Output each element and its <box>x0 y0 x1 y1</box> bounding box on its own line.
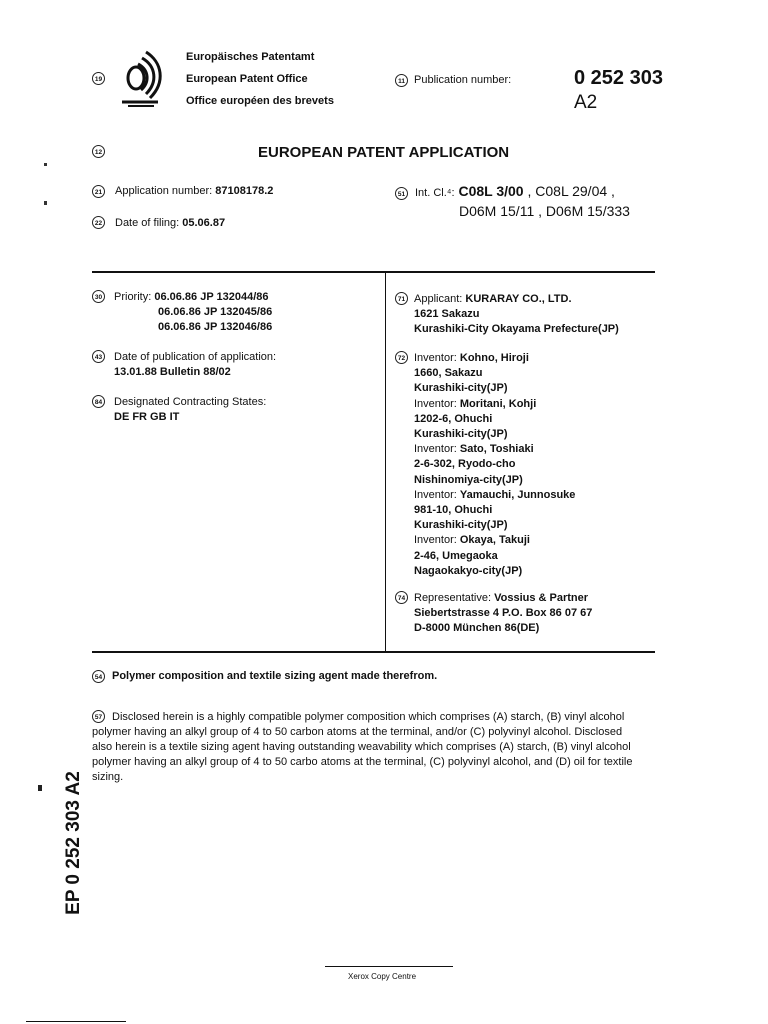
inventor-name-row <box>414 488 575 503</box>
code-72-marker: 72 <box>395 351 408 364</box>
inventor-name-row <box>414 397 575 412</box>
inventor-label: Inventor: <box>414 352 457 364</box>
epo-logo-icon <box>118 46 174 108</box>
priority-line-3: 06.06.86 JP 132046/86 <box>158 321 273 333</box>
applicant-row <box>414 292 572 307</box>
bottom-rule <box>92 651 655 653</box>
scan-speck <box>44 201 47 205</box>
filing-date-row <box>115 217 225 229</box>
inventor-address: 2-46, Umegaoka <box>414 549 498 562</box>
priority-line-2: 06.06.86 JP 132045/86 <box>158 306 273 318</box>
inventor-name-row <box>414 442 575 457</box>
application-number-label: Application number: <box>115 185 213 197</box>
code-12-marker: 12 <box>92 145 105 158</box>
code-71-marker: 71 <box>395 292 408 305</box>
application-number-row <box>115 185 273 197</box>
code-19-marker: 19 <box>92 72 105 85</box>
publication-date-value: 13.01.88 Bulletin 88/02 <box>114 366 231 378</box>
representative-address-2: D-8000 München 86(DE) <box>414 622 540 634</box>
side-publication-number: EP 0 252 303 A2 <box>63 771 84 915</box>
abstract-line-5: sizing. <box>92 771 124 783</box>
code-54-marker: 54 <box>92 670 105 683</box>
inventor-address: 981-10, Ohuchi <box>414 504 493 517</box>
inventor-address: Nishinomiya-city(JP) <box>414 473 523 486</box>
code-84-marker: 84 <box>92 395 105 408</box>
applicant-address-2: Kurashiki-City Okayama Prefecture(JP) <box>414 323 619 335</box>
publication-date-label: Date of publication of application: <box>114 351 277 363</box>
int-cl-row <box>415 183 615 199</box>
representative-name: Vossius & Partner <box>494 592 589 604</box>
inventor-label: Inventor: <box>414 443 457 456</box>
abstract-line-4: polymer having an alkyl group of 4 to 50 carbo atoms at the terminal, (C) polyvinyl alcohol, and (D) oil for textile <box>92 756 633 768</box>
code-11-marker: 11 <box>395 74 408 87</box>
office-name-fr: Office européen des brevets <box>186 95 334 107</box>
code-51-marker: 51 <box>395 187 408 200</box>
priority-row <box>114 290 269 305</box>
footer-text: Xerox Copy Centre <box>348 972 417 981</box>
application-number-value: 87108178.2 <box>215 185 274 197</box>
applicant-label: Applicant: <box>414 293 463 305</box>
scan-speck <box>38 785 42 791</box>
inventor-address: Kurashiki-city(JP) <box>414 519 508 532</box>
applicant-name: KURARAY CO., LTD. <box>465 293 572 305</box>
abstract-line-2: polymer having an alkyl group of 4 to 50 carbon atoms at the terminal, and/or (C) polyvinyl alcohol. Disclosed <box>92 726 623 738</box>
invention-title: Polymer composition and textile sizing agent made therefrom. <box>112 670 438 682</box>
code-30-marker: 30 <box>92 290 105 303</box>
inventor-address: 1202-6, Ohuchi <box>414 412 493 425</box>
int-cl-main: C08L 3/00 <box>458 183 524 199</box>
inventor-name-row <box>414 533 575 548</box>
code-21-marker: 21 <box>92 185 105 198</box>
applicant-address-1: 1621 Sakazu <box>414 308 480 320</box>
designated-states-value: DE FR GB IT <box>114 411 180 423</box>
publication-number-label: Publication number: <box>414 74 512 86</box>
column-divider <box>385 272 386 651</box>
office-name-de: Europäisches Patentamt <box>186 51 315 63</box>
document-type-title: EUROPEAN PATENT APPLICATION <box>258 144 510 161</box>
top-rule <box>92 271 655 273</box>
inventor-name: Kohno, Hiroji <box>459 352 529 364</box>
inventor-address: Nagaokakyo-city(JP) <box>414 564 523 577</box>
filing-date-label: Date of filing: <box>115 217 180 229</box>
code-43-marker: 43 <box>92 350 105 363</box>
representative-row <box>414 591 588 606</box>
office-name-en: European Patent Office <box>186 73 308 85</box>
inventor-name: Yamauchi, Junnosuke <box>459 488 576 501</box>
inventor-address: 2-6-302, Ryodo-cho <box>414 458 516 471</box>
inventor-name: Sato, Toshiaki <box>459 443 534 456</box>
footer-rule <box>325 966 453 967</box>
representative-label: Representative: <box>414 592 492 604</box>
int-cl-line2: D06M 15/11 , D06M 15/333 <box>459 203 630 219</box>
int-cl-rest: , C08L 29/04 , <box>527 183 615 199</box>
priority-line-1: 06.06.86 JP 132044/86 <box>154 291 269 303</box>
inventor-address: Kurashiki-city(JP) <box>414 382 508 395</box>
int-cl-label: Int. Cl.⁴: <box>415 187 455 199</box>
code-74-marker: 74 <box>395 591 408 604</box>
inventor-address: 1660, Sakazu <box>414 367 483 380</box>
publication-kind: A2 <box>574 92 598 113</box>
inventors-list <box>414 351 575 579</box>
publication-number: 0 252 303 <box>574 67 663 89</box>
filing-date-value: 05.06.87 <box>182 217 226 229</box>
inventor-name: Moritani, Kohji <box>459 397 537 410</box>
scan-speck <box>44 163 47 166</box>
inventor-name: Okaya, Takuji <box>459 534 530 547</box>
representative-address-1: Siebertstrasse 4 P.O. Box 86 07 67 <box>414 607 593 619</box>
designated-states-label: Designated Contracting States: <box>114 396 267 408</box>
abstract-line-1: Disclosed herein is a highly compatible polymer composition which comprises (A) starch, (B) vinyl alcohol <box>112 711 625 723</box>
code-22-marker: 22 <box>92 216 105 229</box>
inventor-address: Kurashiki-city(JP) <box>414 428 508 441</box>
inventor-label: Inventor: <box>414 534 457 547</box>
code-57-marker: 57 <box>92 710 105 723</box>
priority-label: Priority: <box>114 291 152 303</box>
inventor-label: Inventor: <box>414 397 457 410</box>
inventor-name-row <box>414 351 575 366</box>
inventor-label: Inventor: <box>414 488 457 501</box>
bottom-edge-rule <box>26 1021 126 1022</box>
abstract-line-3: also herein is a textile sizing agent having outstanding weavability which comprises (A) starch, (B) vinyl alcohol <box>92 741 631 753</box>
